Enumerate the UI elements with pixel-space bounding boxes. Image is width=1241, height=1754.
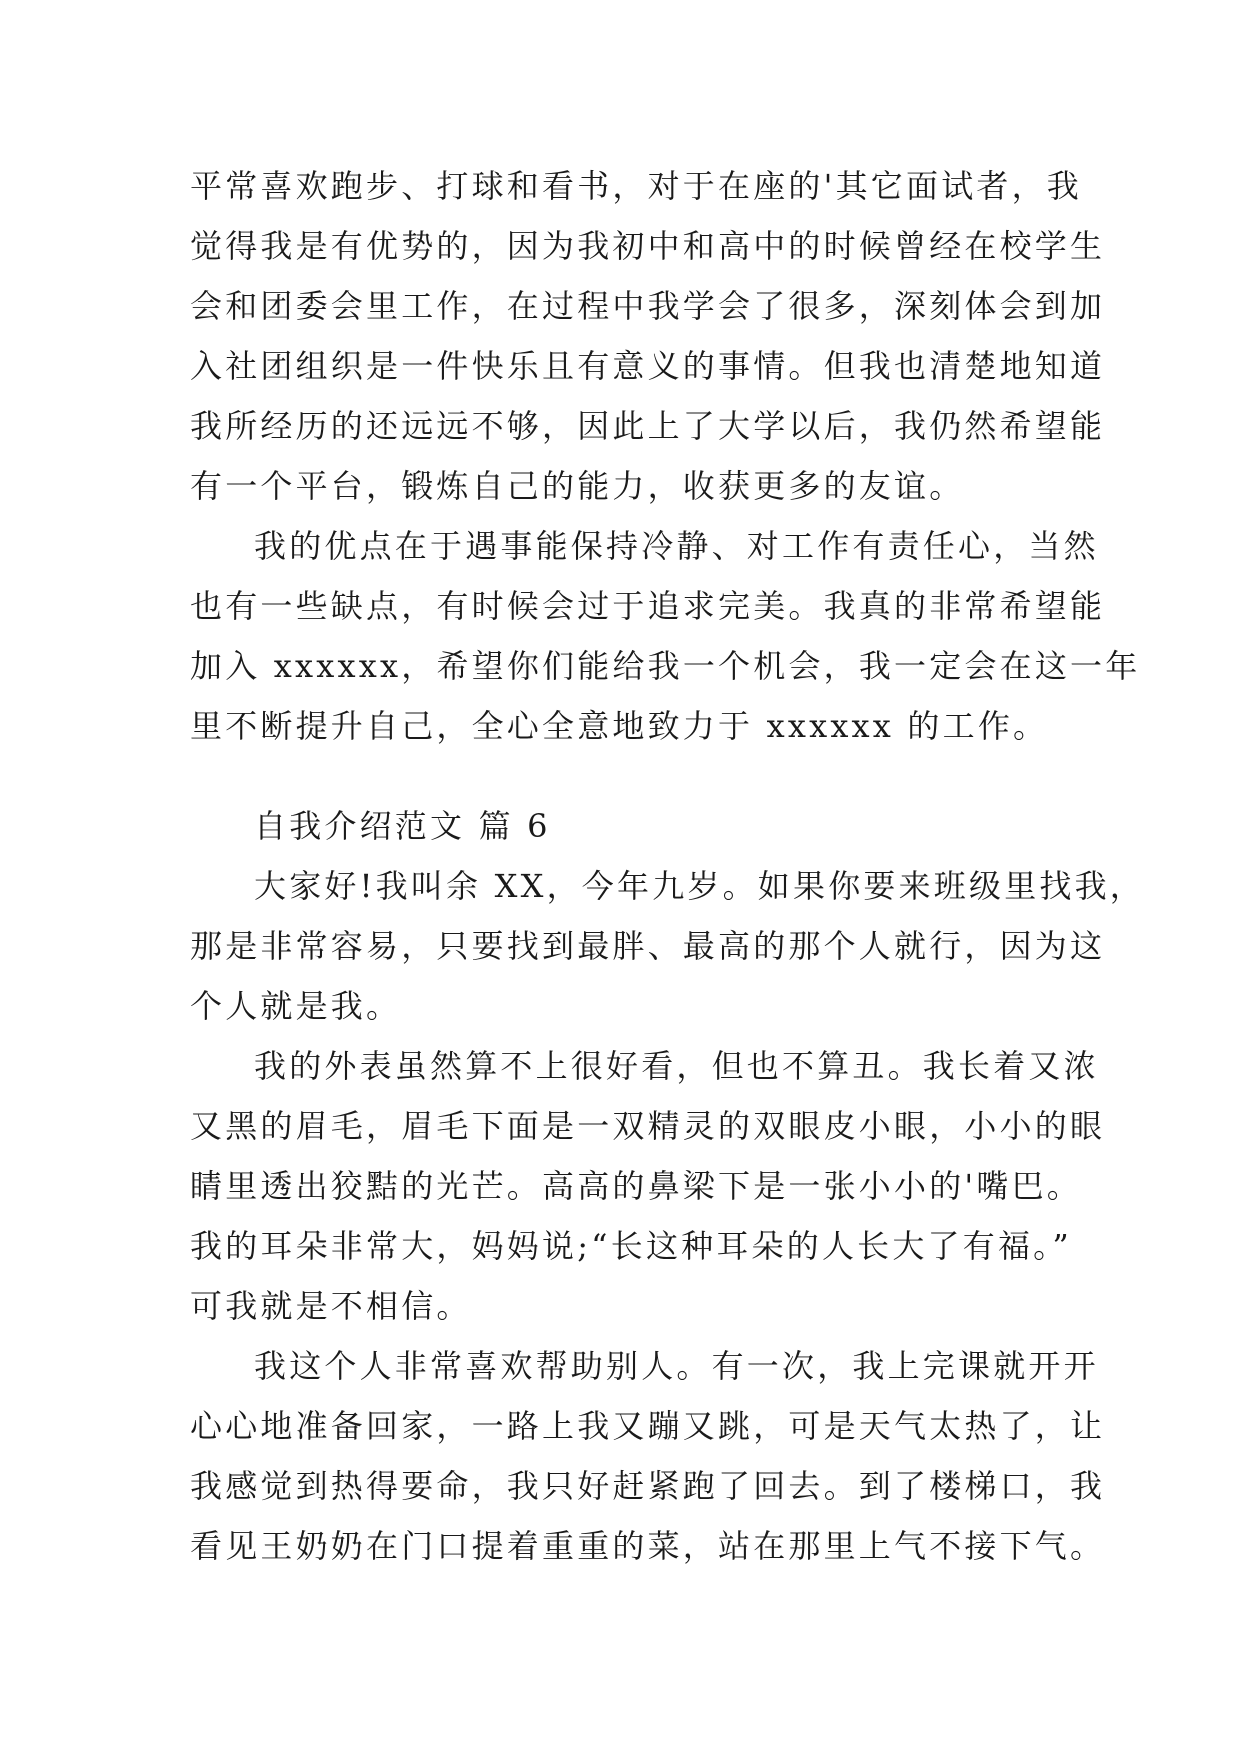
paragraph-4-line-2: 又黑的眉毛，眉毛下面是一双精灵的双眼皮小眼，小小的眼 <box>190 1107 1106 1145</box>
paragraph-1-line-6: 有一个平台，锻炼自己的能力，收获更多的友谊。 <box>190 467 965 505</box>
paragraph-4-line-3: 睛里透出狡黠的光芒。高高的鼻梁下是一张小小的'嘴巴。 <box>190 1167 1082 1205</box>
paragraph-2-line-2: 也有一些缺点，有时候会过于追求完美。我真的非常希望能 <box>190 587 1106 625</box>
paragraph-2-line-1: 我的优点在于遇事能保持冷静、对工作有责任心，当然 <box>254 527 1099 565</box>
paragraph-5-line-2: 心心地准备回家，一路上我又蹦又跳，可是天气太热了，让 <box>190 1407 1106 1445</box>
paragraph-1-line-5: 我所经历的还远远不够，因此上了大学以后，我仍然希望能 <box>190 407 1106 445</box>
paragraph-1-line-2: 觉得我是有优势的，因为我初中和高中的时候曾经在校学生 <box>190 227 1106 265</box>
paragraph-1-line-4: 入社团组织是一件快乐且有意义的事情。但我也清楚地知道 <box>190 347 1106 385</box>
paragraph-4-line-5: 可我就是不相信。 <box>190 1287 472 1325</box>
paragraph-5-line-1: 我这个人非常喜欢帮助别人。有一次，我上完课就开开 <box>254 1347 1099 1385</box>
section-heading: 自我介绍范文 篇 6 <box>254 807 551 845</box>
paragraph-5-line-4: 看见王奶奶在门口提着重重的菜，站在那里上气不接下气。 <box>190 1527 1106 1565</box>
paragraph-2-line-3: 加入 xxxxxx，希望你们能给我一个机会，我一定会在这一年 <box>190 647 1141 685</box>
paragraph-4-line-1: 我的外表虽然算不上很好看，但也不算丑。我长着又浓 <box>254 1047 1099 1085</box>
paragraph-2-line-4: 里不断提升自己，全心全意地致力于 xxxxxx 的工作。 <box>190 707 1049 745</box>
paragraph-3-line-3: 个人就是我。 <box>190 987 402 1025</box>
paragraph-3-line-2: 那是非常容易，只要找到最胖、最高的那个人就行，因为这 <box>190 927 1106 965</box>
paragraph-1-line-1: 平常喜欢跑步、打球和看书，对于在座的'其它面试者，我 <box>190 167 1082 205</box>
paragraph-5-line-3: 我感觉到热得要命，我只好赶紧跑了回去。到了楼梯口，我 <box>190 1467 1106 1505</box>
paragraph-4-line-4: 我的耳朵非常大，妈妈说;“长这种耳朵的人长大了有福。” <box>190 1227 1072 1265</box>
paragraph-3-line-1: 大家好!我叫余 XX，今年九岁。如果你要来班级里找我， <box>254 867 1145 905</box>
paragraph-1-line-3: 会和团委会里工作，在过程中我学会了很多，深刻体会到加 <box>190 287 1106 325</box>
